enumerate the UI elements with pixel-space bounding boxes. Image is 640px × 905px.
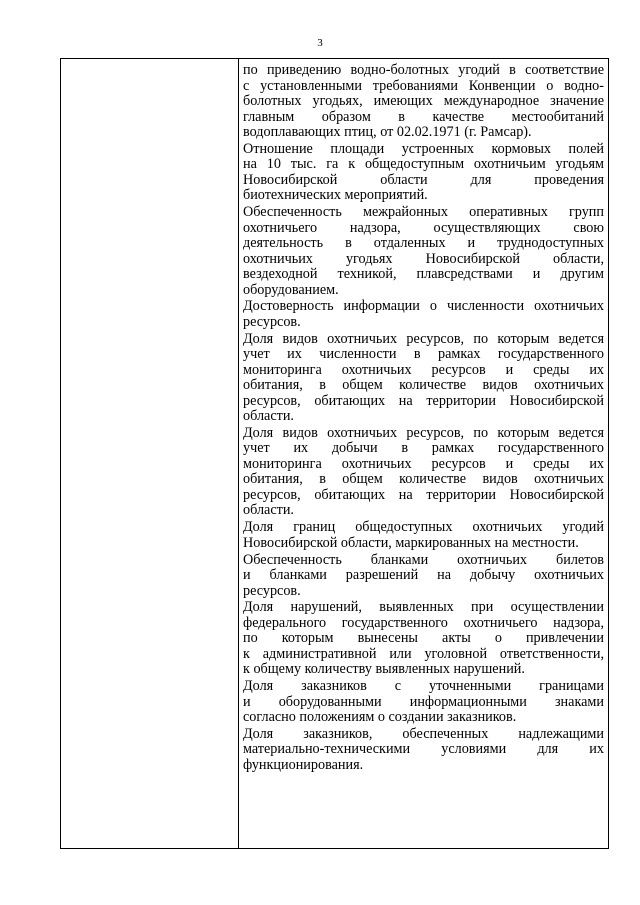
text-line: ресурсов, обитающих на территории Новосибирской: [243, 392, 604, 409]
column-divider: [238, 59, 239, 848]
text-line: к общему количеству выявленных нарушений.: [243, 661, 525, 678]
text-line: мониторинга охотничьих ресурсов и среды их: [243, 361, 604, 378]
text-line: главным образом в качестве местообитаний: [243, 108, 604, 125]
text-line: Доля видов охотничьих ресурсов, по которым ведется: [243, 330, 604, 347]
text-line: федерального государственного охотничьего надзора,: [243, 614, 604, 631]
text-line: вездеходной техникой, плавсредствами и другим: [243, 266, 604, 283]
text-line: согласно положениям о создании заказников.: [243, 709, 517, 726]
text-line: Новосибирской области для проведения: [243, 171, 604, 188]
text-line: учет их численности в рамках государственного: [243, 346, 604, 363]
text-line: Обеспеченность бланками охотничьих билетов: [243, 551, 604, 568]
indicator-paragraph: [243, 332, 604, 425]
text-line: материально-техническими условиями для их: [243, 741, 604, 758]
indicator-paragraph: [243, 426, 604, 519]
indicator-paragraph: [243, 63, 604, 141]
indicator-paragraph: [243, 142, 604, 204]
indicator-paragraph: [243, 679, 604, 726]
indicator-paragraph: [243, 299, 604, 330]
indicator-paragraph: [243, 553, 604, 600]
text-line: мониторинга охотничьих ресурсов и среды их: [243, 455, 604, 472]
text-line: деятельность в отдаленных и труднодоступных: [243, 235, 604, 252]
page-number: 3: [317, 37, 323, 49]
text-line: Доля видов охотничьих ресурсов, по которым ведется: [243, 424, 604, 441]
text-line: Доля нарушений, выявленных при осуществлении: [243, 599, 604, 616]
text-line: к административной или уголовной ответственности,: [243, 645, 604, 662]
text-line: охотничьих угодьях Новосибирской области,: [243, 250, 604, 267]
text-line: обитания, в общем количестве видов охотничьих: [243, 377, 604, 394]
text-line: Доля заказников, обеспеченных надлежащими: [243, 725, 604, 742]
text-line: с установленными требованиями Конвенции о водно-: [243, 77, 604, 94]
text-line: учет их добычи в рамках государственного: [243, 440, 604, 457]
text-line: биотехнических мероприятий.: [243, 187, 428, 204]
text-line: оборудованием.: [243, 281, 339, 298]
text-line: и бланками разрешений на добычу охотничьих: [243, 567, 604, 584]
text-line: Отношение площади устроенных кормовых полей: [243, 140, 604, 157]
text-line: Доля границ общедоступных охотничьих угодий: [243, 519, 604, 536]
text-line: функционирования.: [243, 756, 364, 773]
text-line: ресурсов.: [243, 582, 301, 599]
indicators-table: [60, 58, 609, 849]
indicators-text-cell: [243, 63, 604, 773]
text-line: на 10 тыс. га к общедоступным охотничьим угодьям: [243, 156, 604, 173]
indicator-paragraph: [243, 205, 604, 298]
indicator-paragraph: [243, 520, 604, 551]
text-line: и оборудованными информационными знаками: [243, 693, 604, 710]
text-line: Обеспеченность межрайонных оперативных групп: [243, 204, 604, 221]
text-line: по которым вынесены акты о привлечении: [243, 630, 604, 647]
indicator-paragraph: [243, 600, 604, 678]
text-line: Достоверность информации о численности охотничьих: [243, 298, 604, 315]
text-line: ресурсов.: [243, 313, 301, 330]
text-line: болотных угодьях, имеющих международное значение: [243, 93, 604, 109]
text-line: ресурсов, обитающих на территории Новосибирской: [243, 486, 604, 503]
indicator-paragraph: [243, 727, 604, 774]
text-line: Доля заказников с уточненными границами: [243, 678, 604, 695]
text-line: области.: [243, 408, 294, 425]
text-line: водоплавающих птиц, от 02.02.1971 (г. Рамсар).: [243, 124, 532, 140]
text-line: области.: [243, 502, 294, 519]
text-line: обитания, в общем количестве видов охотничьих: [243, 471, 604, 488]
text-line: Новосибирской области, маркированных на местности.: [243, 534, 579, 551]
text-line: по приведению водно-болотных угодий в соответствие: [243, 62, 604, 78]
text-line: охотничьего надзора, осуществляющих свою: [243, 219, 604, 236]
